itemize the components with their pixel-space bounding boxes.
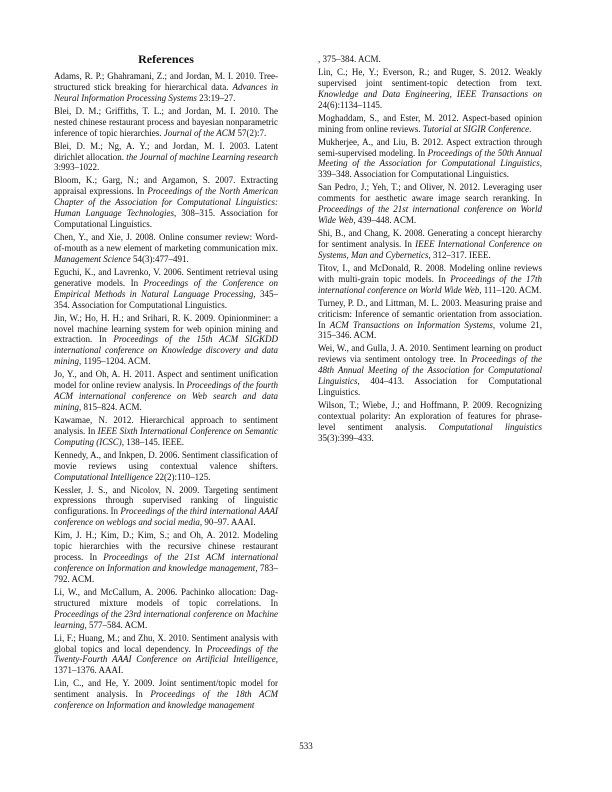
- reference-details: , 138–145. IEEE.: [121, 436, 185, 447]
- reference-entry: [54, 678, 278, 711]
- reference-entry: [54, 232, 278, 265]
- reference-venue: Proceedings of the Twenty-Fourth AAAI Conference on Artificial Intelligence: [54, 643, 278, 665]
- left-column: [54, 52, 278, 713]
- reference-entry: [54, 415, 278, 448]
- reference-entry: [318, 182, 542, 226]
- reference-venue: Knowledge and Data Engineering, IEEE Transactions on: [318, 88, 542, 99]
- reference-authors-title: San Pedro, J.; Yeh, T.; and Oliver, N. 2012. Leveraging user comments for aesthetic aware image search reranking. In: [318, 182, 542, 204]
- reference-details: , 815–824. ACM.: [79, 401, 142, 412]
- reference-entry: [54, 267, 278, 311]
- reference-list-left: [54, 71, 278, 711]
- reference-authors-title: Kawamae, N. 2012. Hierarchical approach to sentiment analysis. In: [54, 414, 278, 436]
- reference-venue: Proceedings of the 48th Annual Meeting of the Association for Computational Linguistics: [318, 354, 542, 387]
- reference-authors-title: Blei, D. M.; Ng, A. Y.; and Jordan, M. I. 2003. Latent dirichlet allocation.: [54, 140, 278, 162]
- reference-authors-title: Lin, C., and He, Y. 2009. Joint sentiment/topic model for sentiment analysis. In: [54, 678, 278, 700]
- reference-details: , 1195–1204. ACM.: [79, 356, 151, 367]
- reference-venue: Proceedings of the 17th international conference on World Wide Web: [318, 273, 543, 295]
- reference-authors-title: Jin, W.; Ho, H. H.; and Srihari, R. K. 2009. Opinionminer: a novel machine learning system for web opinion mining and extraction. In: [54, 312, 278, 345]
- reference-details: , 439–448. ACM.: [353, 215, 417, 226]
- reference-details: 22(2):110–125.: [152, 471, 211, 482]
- reference-entry: [54, 633, 278, 677]
- reference-venue: Proceedings of the 15th ACM SIGKDD international conference on Knowledge discovery and data mining: [54, 334, 279, 367]
- reference-venue: Proceedings of the fourth ACM international conference on Web search and data mining: [54, 380, 278, 412]
- reference-venue: ACM Transactions on Information Systems: [329, 319, 493, 330]
- reference-venue: Proceedings of the 21st ACM international conference on Information and knowledge management: [54, 552, 278, 573]
- reference-entry: [54, 587, 278, 631]
- reference-details: , 308–315. Association for Computational Linguistics.: [54, 208, 278, 230]
- reference-entry: [318, 137, 542, 181]
- reference-authors-title: Jo, Y., and Oh, A. H. 2011. Aspect and sentiment unification model for online review analysis. In: [54, 369, 278, 391]
- reference-venue: Proceedings of the third international AAAI conference on weblogs and social media: [54, 506, 278, 528]
- reference-venue: the Journal of machine Learning research: [126, 151, 279, 162]
- reference-authors-title: Wilson, T.; Wiebe, J.; and Hoffmann, P. 2009. Recognizing contextual polarity: An exploration of features for phrase-level sentiment analysis.: [318, 400, 542, 432]
- reference-authors-title: Bloom, K.; Garg, N.; and Argamon, S. 2007. Extracting appraisal expressions. In: [54, 175, 278, 197]
- reference-details: , 345–354. Association for Computational Linguistics.: [54, 288, 278, 310]
- reference-authors-title: Eguchi, K., and Lavrenko, V. 2006. Sentiment retrieval using generative models. In: [54, 266, 278, 288]
- reference-authors-title: Shi, B., and Chang, K. 2008. Generating a concept hierarchy for sentiment analysis. In: [318, 228, 542, 249]
- reference-entry: [54, 530, 278, 585]
- reference-authors-title: Turney, P. D., and Littman, M. L. 2003. Measuring praise and criticism: Inference of semantic orientation from association. In: [318, 297, 542, 330]
- reference-details: 3:993–1022.: [54, 162, 100, 173]
- reference-entry: [318, 343, 542, 398]
- reference-venue: IEEE International Conference on Systems, Man and Cybernetics: [318, 238, 543, 260]
- reference-entry: [54, 141, 278, 174]
- reference-entry: [54, 106, 278, 139]
- reference-details: , 404–413. Association for Computational Linguistics.: [318, 376, 542, 398]
- reference-entry: [54, 450, 278, 483]
- reference-authors-title: Moghaddam, S., and Ester, M. 2012. Aspect-based opinion mining from online reviews.: [318, 112, 542, 134]
- reference-details: , 783–792. ACM.: [54, 563, 278, 584]
- reference-entry: [54, 71, 278, 104]
- reference-entry: [318, 263, 542, 296]
- reference-authors-title: Adams, R. P.; Ghahramani, Z.; and Jordan, M. I. 2010. Tree-structured stick breaking for hierarchical data.: [54, 71, 278, 92]
- reference-authors-title: Blei, D. M.; Griffiths, T. L.; and Jordan, M. I. 2010. The nested chinese restaurant process and bayesian nonparametric inference of topic hierarchies.: [54, 105, 278, 138]
- reference-details: , 375–384. ACM.: [318, 54, 381, 64]
- reference-venue: Proceedings of the 23rd international conference on Machine learning: [54, 608, 278, 630]
- reference-authors-title: Kim, J. H.; Kim, D.; Kim, S.; and Oh, A. 2012. Modeling topic hierarchies with the recursive chinese restaurant process. In: [54, 530, 278, 563]
- reference-details: 54(3):477–491.: [130, 253, 189, 264]
- reference-entry: [54, 485, 278, 529]
- reference-venue: Advances in Neural Information Processing Systems: [54, 81, 278, 103]
- reference-venue: Computational linguistics: [438, 421, 542, 432]
- reference-authors-title: Wei, W., and Gulla, J. A. 2010. Sentiment learning on product reviews via sentiment ontology tree. In: [318, 343, 542, 365]
- section-heading: References: [138, 52, 194, 66]
- reference-authors-title: Li, F.; Huang, M.; and Zhu, X. 2010. Sentiment analysis with global topics and local dependency. In: [54, 632, 278, 654]
- reference-authors-title: Kessler, J. S., and Nicolov, N. 2009. Targeting sentiment expressions through supervised ranking of linguistic configurations. In: [54, 484, 278, 517]
- reference-details: , 111–120. ACM.: [479, 284, 542, 295]
- reference-entry: [54, 175, 278, 230]
- reference-venue: Management Science: [54, 253, 131, 264]
- reference-venue: IEEE Sixth International Conference on Semantic Computing (ICSC): [54, 425, 278, 447]
- reference-details: , volume 21, 315–346. ACM.: [318, 319, 542, 341]
- reference-authors-title: Kennedy, A., and Inkpen, D. 2006. Sentiment classification of movie reviews using contextual valence shifters.: [54, 449, 278, 471]
- reference-entry: [318, 228, 542, 261]
- reference-details: 35(3):399–433.: [318, 432, 374, 443]
- reference-venue: Tutorial at SIGIR Conference: [422, 123, 530, 134]
- reference-authors-title: Li, W., and McCallum, A. 2006. Pachinko allocation: Dag-structured mixture models of topic correlations. In: [54, 586, 278, 608]
- reference-details: , 1371–1376. AAAI.: [54, 654, 278, 676]
- reference-details: 57(2):7.: [235, 127, 267, 138]
- reference-venue: Computational Intelligence: [54, 471, 153, 482]
- reference-details: .: [529, 123, 532, 134]
- reference-venue: Proceedings of the North American Chapter of the Association for Computational Linguistics: Human Language Technologies: [54, 186, 279, 219]
- right-column: [318, 54, 542, 446]
- reference-entry: [318, 54, 542, 65]
- reference-authors-title: Mukherjee, A., and Liu, B. 2012. Aspect extraction through semi-supervised modeling. In: [318, 136, 542, 158]
- reference-authors-title: Lin, C.; He, Y.; Everson, R.; and Ruger, S. 2012. Weakly supervised joint sentiment-topic detection from text.: [318, 67, 542, 88]
- reference-venue: Proceedings of the 18th ACM conference on Information and knowledge management: [54, 689, 278, 711]
- page-number: 533: [299, 741, 313, 751]
- reference-entry: [318, 298, 542, 342]
- reference-details: , 312–317. IEEE.: [428, 249, 491, 260]
- reference-authors-title: Titov, I., and McDonald, R. 2008. Modeling online reviews with multi-grain topic models. In: [318, 262, 542, 284]
- reference-details: , 577–584. ACM.: [84, 619, 148, 630]
- reference-venue: Proceedings of the 21st international conference on World Wide Web: [318, 204, 542, 226]
- reference-venue: Proceedings of the Conference on Empirical Methods in Natural Language Processing: [54, 277, 278, 299]
- reference-entry: [318, 113, 542, 135]
- reference-details: , 339–348. Association for Computational Linguistics.: [318, 158, 542, 180]
- reference-list-right: [318, 54, 542, 444]
- reference-venue: Journal of the ACM: [163, 127, 236, 138]
- reference-entry: [54, 369, 278, 413]
- reference-details: 24(6):1134–1145.: [318, 99, 383, 110]
- reference-venue: Proceedings of the 50th Annual Meeting of the Association for Computational Linguistics: [318, 147, 542, 169]
- reference-details: 23:19–27.: [196, 92, 236, 103]
- reference-authors-title: Chen, Y., and Xie, J. 2008. Online consumer review: Word-of-mouth as a new element of marketing communication mix.: [54, 232, 278, 253]
- reference-entry: [54, 313, 278, 368]
- reference-details: , 90–97. AAAI.: [199, 517, 256, 528]
- reference-entry: [318, 67, 542, 111]
- reference-entry: [318, 400, 542, 444]
